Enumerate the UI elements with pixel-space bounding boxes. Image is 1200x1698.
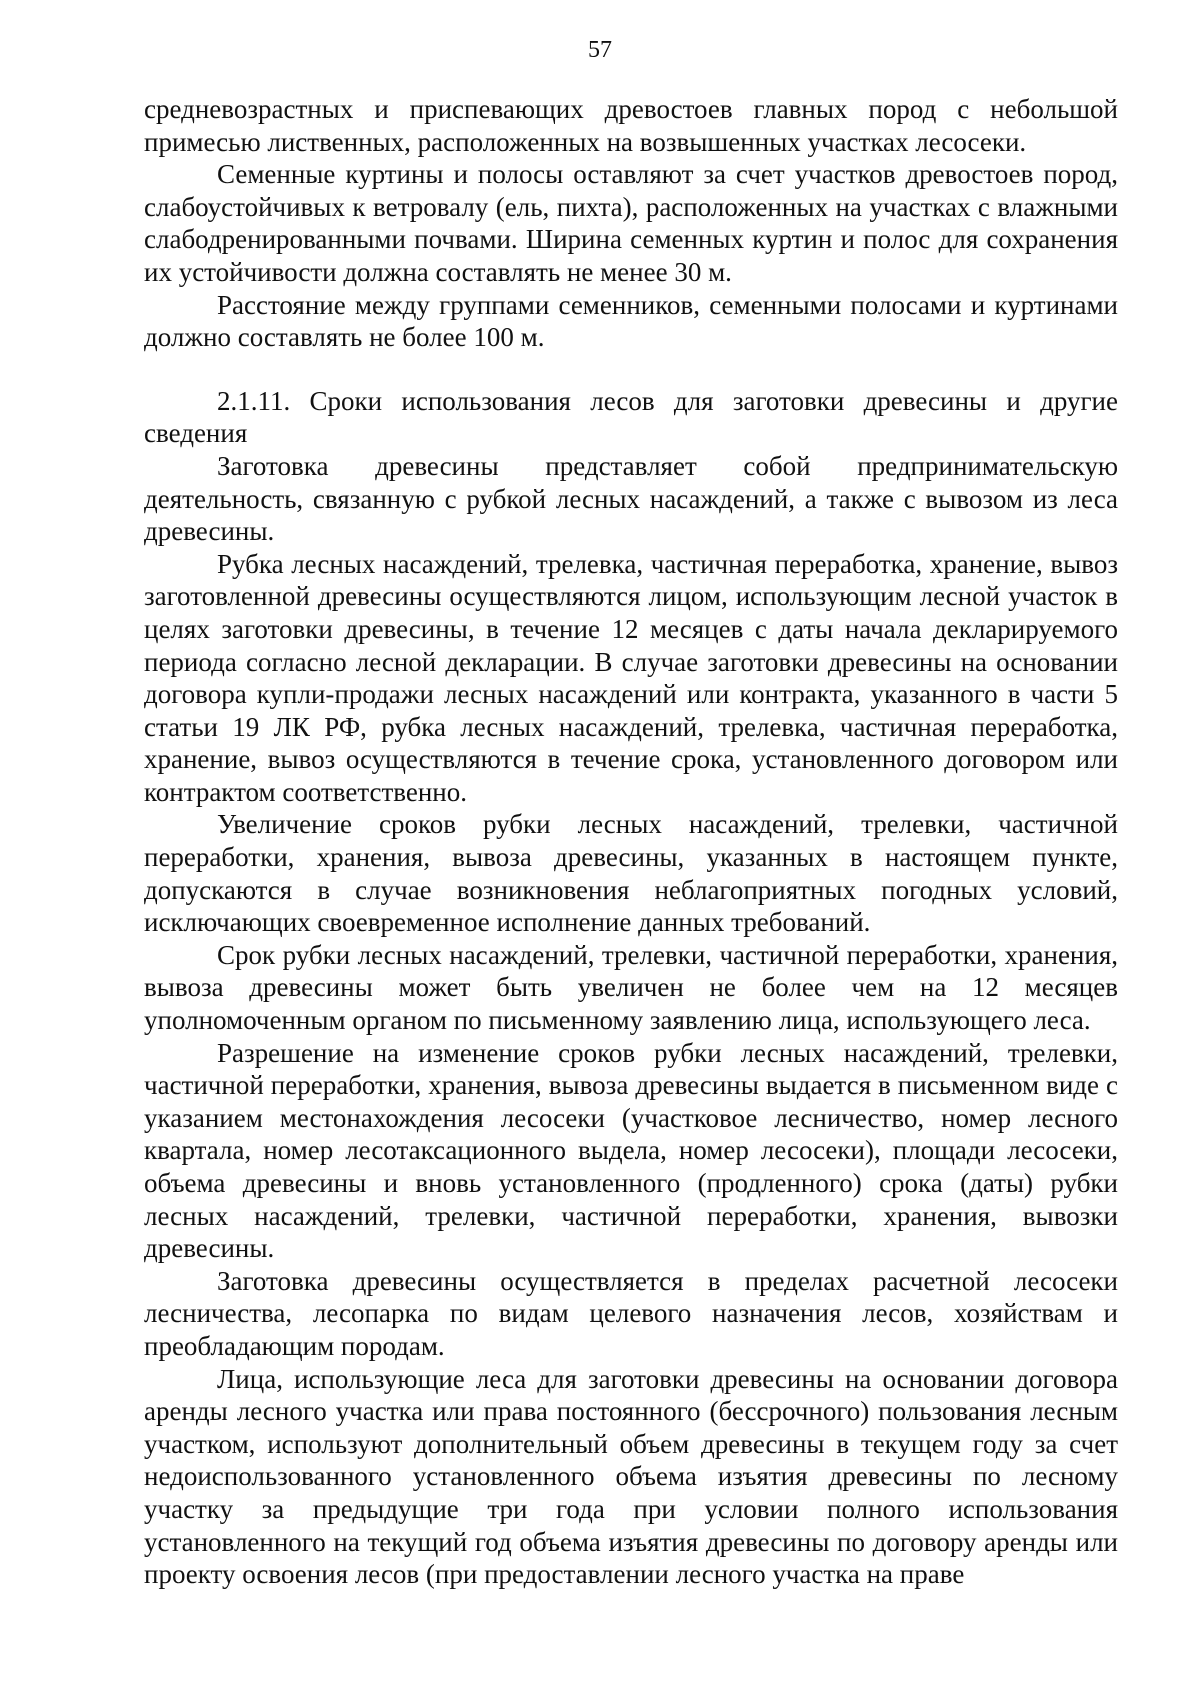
paragraph-continuation: средневозрастных и приспевающих древостоев главных пород с небольшой примесью лиственных, расположенных на возвышенных участках лесосеки.	[144, 94, 1118, 157]
paragraph-additional-volume: Лица, использующие леса для заготовки древесины на основании договора аренды лесного участка или права постоянного (бессрочного) пользования лесным участком, используют дополнительный объем древесины в текущем году за счет недоиспользованного установленного объема изъятия древесины по лесному участку за предыдущие три года при условии полного использования установленного на текущий год объема изъятия древесины по договору аренды или проекту освоения лесов (при предоставлении лесного участка на праве	[144, 1363, 1118, 1590]
section-gap	[144, 354, 1118, 385]
paragraph-allowable-cut: Заготовка древесины осуществляется в пределах расчетной лесосеки лесничества, лесопарка по видам целевого назначения лесов, хозяйствам и преобладающим породам.	[144, 1265, 1118, 1361]
paragraph-harvesting-definition: Заготовка древесины представляет собой предпринимательскую деятельность, связанную с рубкой лесных насаждений, а также с вывозом из леса древесины.	[144, 450, 1118, 547]
paragraph-extension-permit: Разрешение на изменение сроков рубки лесных насаждений, трелевки, частичной переработки, хранения, вывоза древесины выдается в письменном виде с указанием местонахождения лесосеки (участковое лесничество, номер лесного квартала, номер лесотаксационного выдела, номер лесосеки), площади лесосеки, объема древесины и вновь установленного (продленного) срока (даты) рубки лесных насаждений, трелевки, частичной переработки, хранения, вывозки древесины.	[144, 1037, 1118, 1264]
document-body	[144, 93, 1118, 1591]
page-number: 57	[588, 37, 612, 63]
section-heading: 2.1.11. Сроки использования лесов для заготовки древесины и другие сведения	[144, 385, 1118, 449]
paragraph-harvesting-terms: Рубка лесных насаждений, трелевка, частичная переработка, хранение, вывоз заготовленной древесины осуществляются лицом, использующим лесной участок в целях заготовки древесины, в течение 12 месяцев с даты начала декларируемого периода согласно лесной декларации. В случае заготовки древесины на основании договора купли-продажи лесных насаждений или контракта, указанного в части 5 статьи 19 ЛК РФ, рубка лесных насаждений, трелевка, частичная переработка, хранение, вывоз осуществляются в течение срока, установленного договором или контрактом соответственно.	[144, 548, 1118, 807]
paragraph-extension-limit: Срок рубки лесных насаждений, трелевки, частичной переработки, хранения, вывоза древесины может быть увеличен не более чем на 12 месяцев уполномоченным органом по письменному заявлению лица, использующего леса.	[144, 939, 1118, 1036]
paragraph-term-extension: Увеличение сроков рубки лесных насаждений, трелевки, частичной переработки, хранения, вывоза древесины, указанных в настоящем пункте, допускаются в случае возникновения неблагоприятных погодных условий, исключающих своевременное исполнение данных требований.	[144, 809, 1118, 938]
paragraph-seed-distance: Расстояние между группами семенников, семенными полосами и куртинами должно составлять не более 100 м.	[144, 289, 1118, 353]
paragraph-seed-patches: Семенные куртины и полосы оставляют за счет участков древостоев пород, слабоустойчивых к ветровалу (ель, пихта), расположенных на участках с влажными слабодренированными почвами. Ширина семенных куртин и полос для сохранения их устойчивости должна составлять не менее 30 м.	[144, 159, 1118, 287]
